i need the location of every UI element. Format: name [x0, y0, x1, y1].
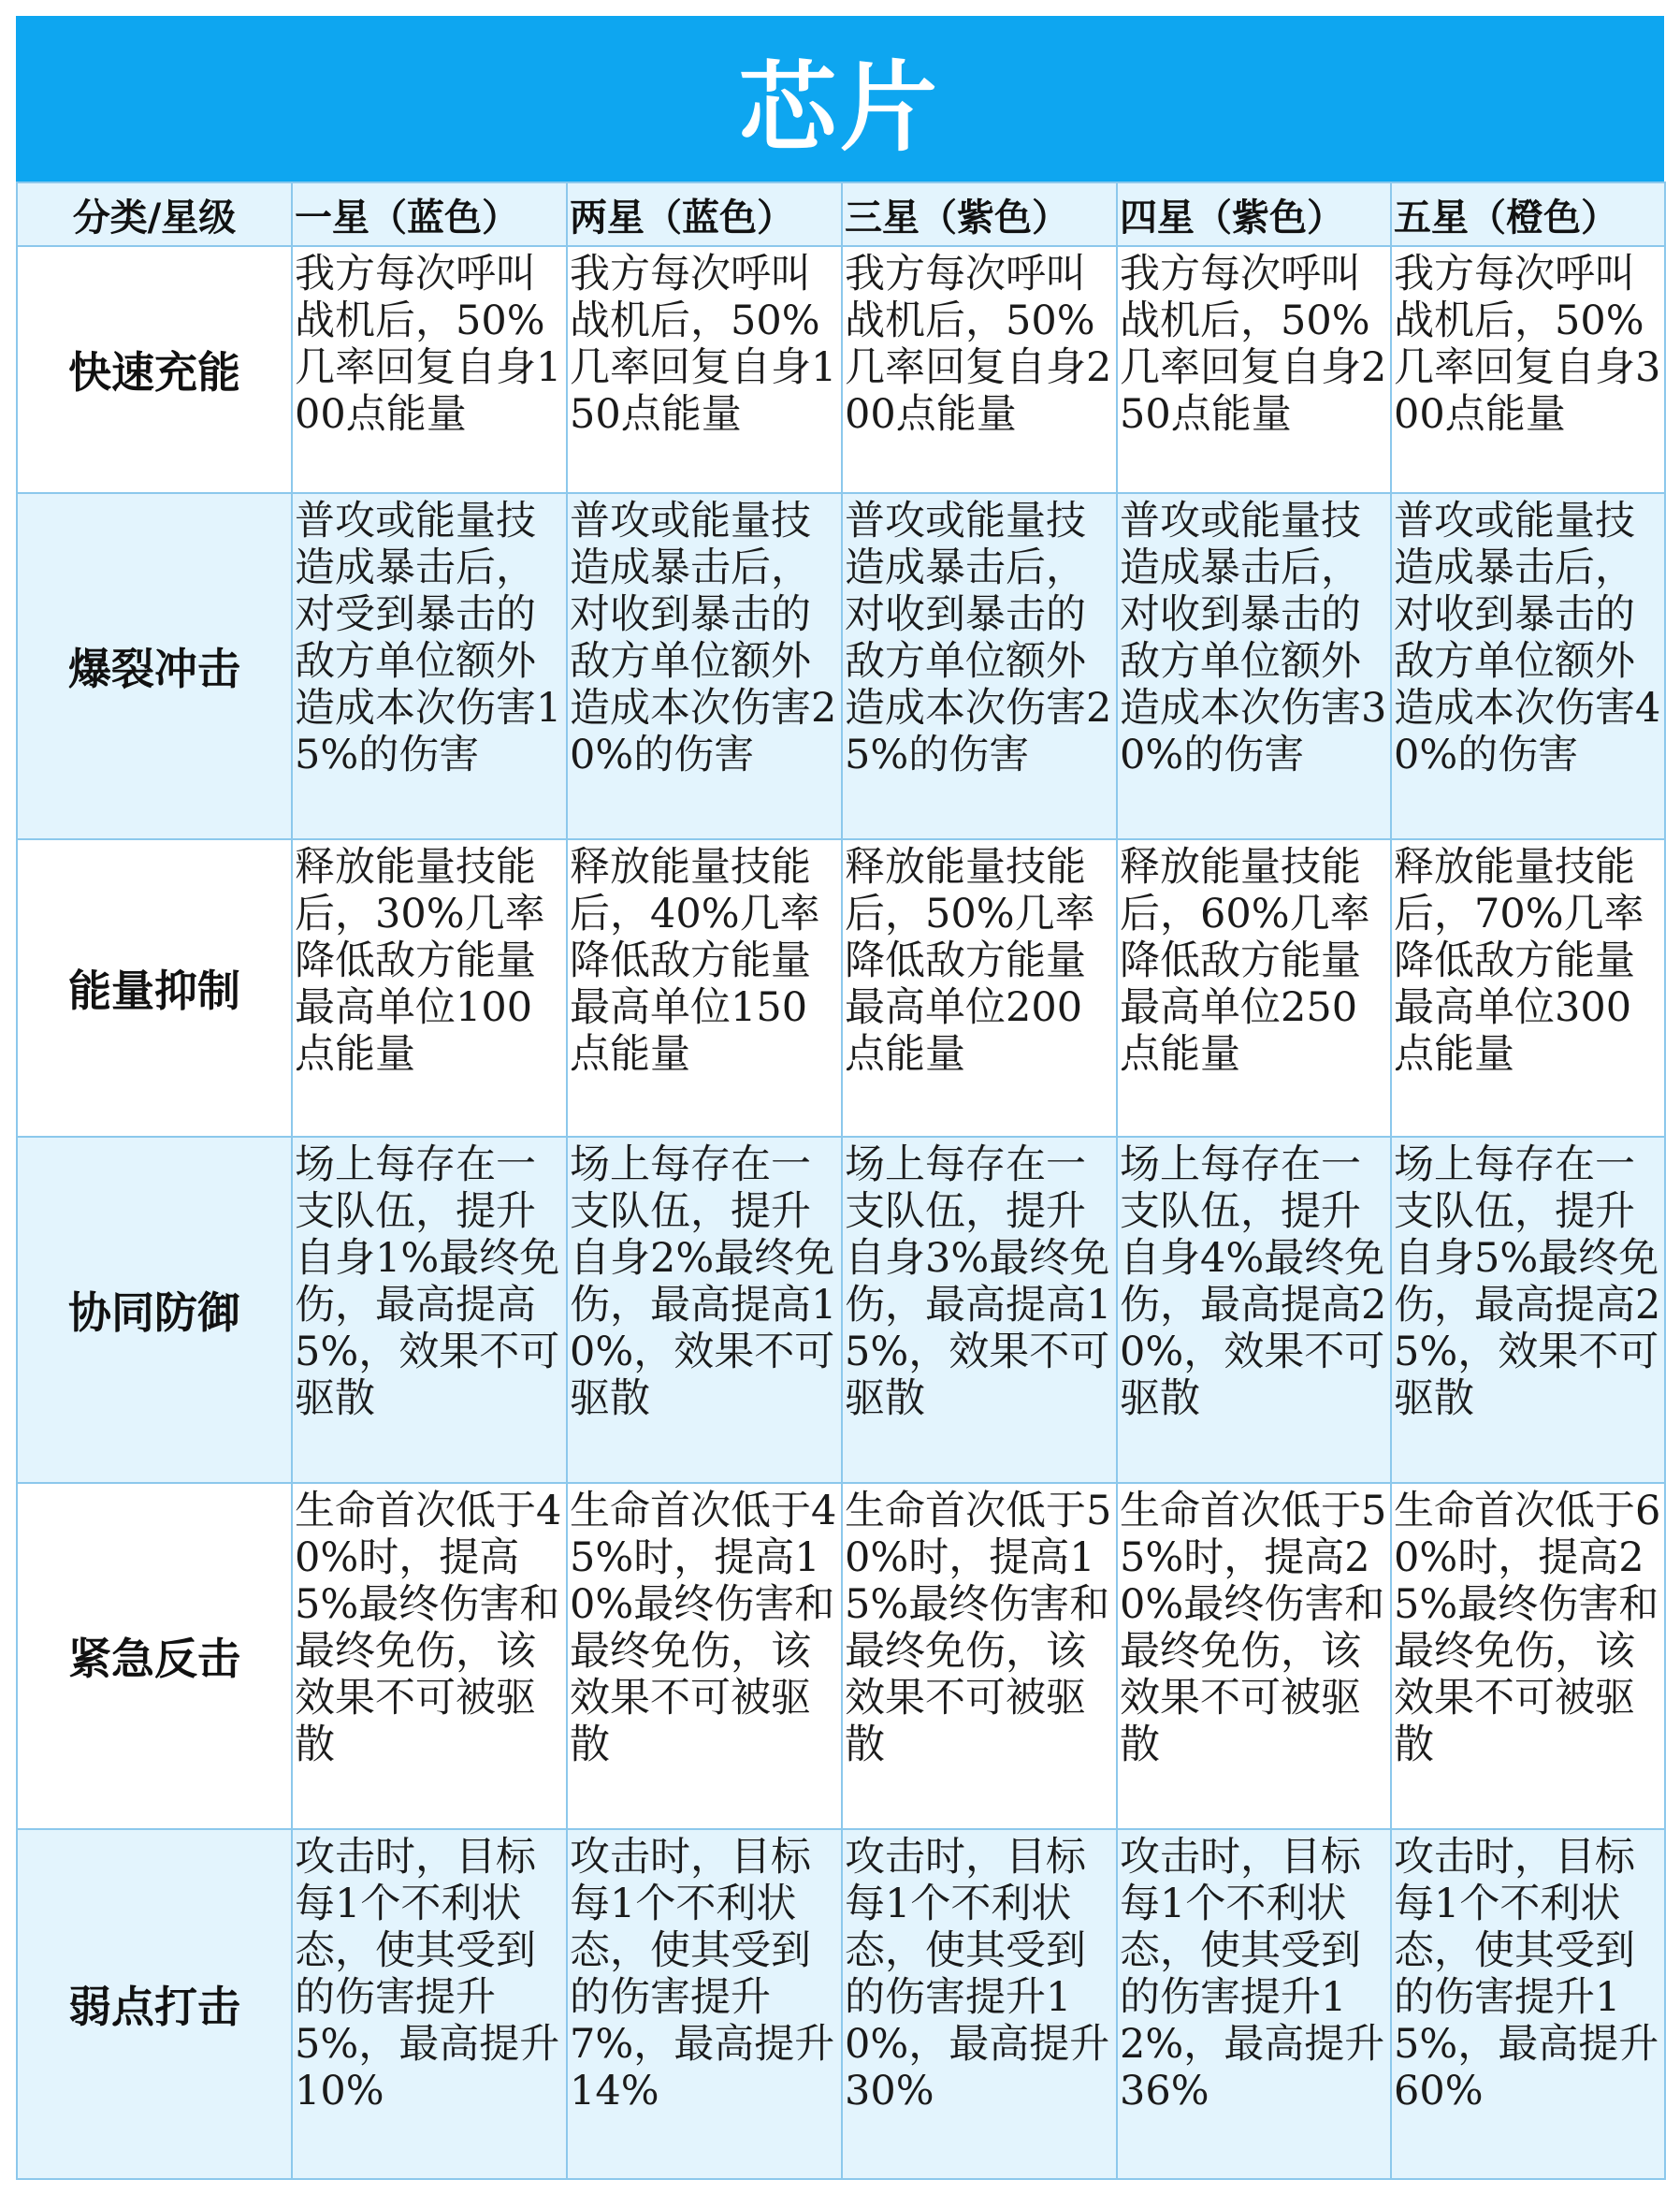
table-cell: 场上每存在一支队伍，提升自身3%最终免伤，最高提高15%，效果不可驱散: [842, 1137, 1117, 1483]
table-cell: 场上每存在一支队伍，提升自身5%最终免伤，最高提高25%，效果不可驱散: [1391, 1137, 1665, 1483]
header-category-star: 分类/星级: [17, 182, 292, 246]
table-cell: 生命首次低于60%时，提高25%最终伤害和最终免伤，该效果不可被驱散: [1391, 1483, 1665, 1829]
table-cell: 生命首次低于45%时，提高10%最终伤害和最终免伤，该效果不可被驱散: [567, 1483, 842, 1829]
page-title: 芯片: [738, 50, 941, 165]
table-row: [17, 493, 1665, 839]
table-cell: 普攻或能量技造成暴击后，对受到暴击的敌方单位额外造成本次伤害15%的伤害: [292, 493, 567, 839]
table-cell: 场上每存在一支队伍，提升自身1%最终免伤，最高提高5%，效果不可驱散: [292, 1137, 567, 1483]
chip-star-table: [16, 182, 1666, 2180]
table-cell: 我方每次呼叫战机后，50%几率回复自身100点能量: [292, 246, 567, 493]
table-row: [17, 1137, 1665, 1483]
table-cell: 攻击时，目标每1个不利状态，使其受到的伤害提升5%，最高提升10%: [292, 1829, 567, 2179]
table-cell: 攻击时，目标每1个不利状态，使其受到的伤害提升7%，最高提升14%: [567, 1829, 842, 2179]
header-five-star: 五星（橙色）: [1391, 182, 1665, 246]
title-banner: [16, 16, 1664, 182]
table-cell: 生命首次低于55%时，提高20%最终伤害和最终免伤，该效果不可被驱散: [1117, 1483, 1391, 1829]
table-cell: 释放能量技能后，40%几率降低敌方能量最高单位150点能量: [567, 839, 842, 1137]
header-row: [17, 182, 1665, 246]
table-cell: 攻击时，目标每1个不利状态，使其受到的伤害提升15%，最高提升60%: [1391, 1829, 1665, 2179]
row-category: 快速充能: [17, 246, 292, 493]
row-category: 能量抑制: [17, 839, 292, 1137]
header-four-star: 四星（紫色）: [1117, 182, 1391, 246]
table-cell: 生命首次低于50%时，提高15%最终伤害和最终免伤，该效果不可被驱散: [842, 1483, 1117, 1829]
header-one-star: 一星（蓝色）: [292, 182, 567, 246]
table-cell: 释放能量技能后，30%几率降低敌方能量最高单位100点能量: [292, 839, 567, 1137]
table-cell: 场上每存在一支队伍，提升自身2%最终免伤，最高提高10%，效果不可驱散: [567, 1137, 842, 1483]
table-cell: 我方每次呼叫战机后，50%几率回复自身300点能量: [1391, 246, 1665, 493]
table-cell: 攻击时，目标每1个不利状态，使其受到的伤害提升10%，最高提升30%: [842, 1829, 1117, 2179]
chip-table-sheet: [16, 16, 1664, 2178]
row-category: 紧急反击: [17, 1483, 292, 1829]
table-cell: 普攻或能量技造成暴击后，对收到暴击的敌方单位额外造成本次伤害25%的伤害: [842, 493, 1117, 839]
table-cell: 普攻或能量技造成暴击后，对收到暴击的敌方单位额外造成本次伤害40%的伤害: [1391, 493, 1665, 839]
table-cell: 我方每次呼叫战机后，50%几率回复自身150点能量: [567, 246, 842, 493]
table-row: [17, 1829, 1665, 2179]
header-two-star: 两星（蓝色）: [567, 182, 842, 246]
row-category: 爆裂冲击: [17, 493, 292, 839]
table-cell: 我方每次呼叫战机后，50%几率回复自身200点能量: [842, 246, 1117, 493]
table-cell: 我方每次呼叫战机后，50%几率回复自身250点能量: [1117, 246, 1391, 493]
table-cell: 普攻或能量技造成暴击后，对收到暴击的敌方单位额外造成本次伤害20%的伤害: [567, 493, 842, 839]
table-row: [17, 839, 1665, 1137]
table-cell: 释放能量技能后，50%几率降低敌方能量最高单位200点能量: [842, 839, 1117, 1137]
row-category: 弱点打击: [17, 1829, 292, 2179]
table-row: [17, 246, 1665, 493]
table-cell: 释放能量技能后，60%几率降低敌方能量最高单位250点能量: [1117, 839, 1391, 1137]
table-cell: 场上每存在一支队伍，提升自身4%最终免伤，最高提高20%，效果不可驱散: [1117, 1137, 1391, 1483]
row-category: 协同防御: [17, 1137, 292, 1483]
table-cell: 普攻或能量技造成暴击后，对收到暴击的敌方单位额外造成本次伤害30%的伤害: [1117, 493, 1391, 839]
table-row: [17, 1483, 1665, 1829]
table-cell: 攻击时，目标每1个不利状态，使其受到的伤害提升12%，最高提升36%: [1117, 1829, 1391, 2179]
table-cell: 生命首次低于40%时，提高5%最终伤害和最终免伤，该效果不可被驱散: [292, 1483, 567, 1829]
header-three-star: 三星（紫色）: [842, 182, 1117, 246]
table-cell: 释放能量技能后，70%几率降低敌方能量最高单位300点能量: [1391, 839, 1665, 1137]
